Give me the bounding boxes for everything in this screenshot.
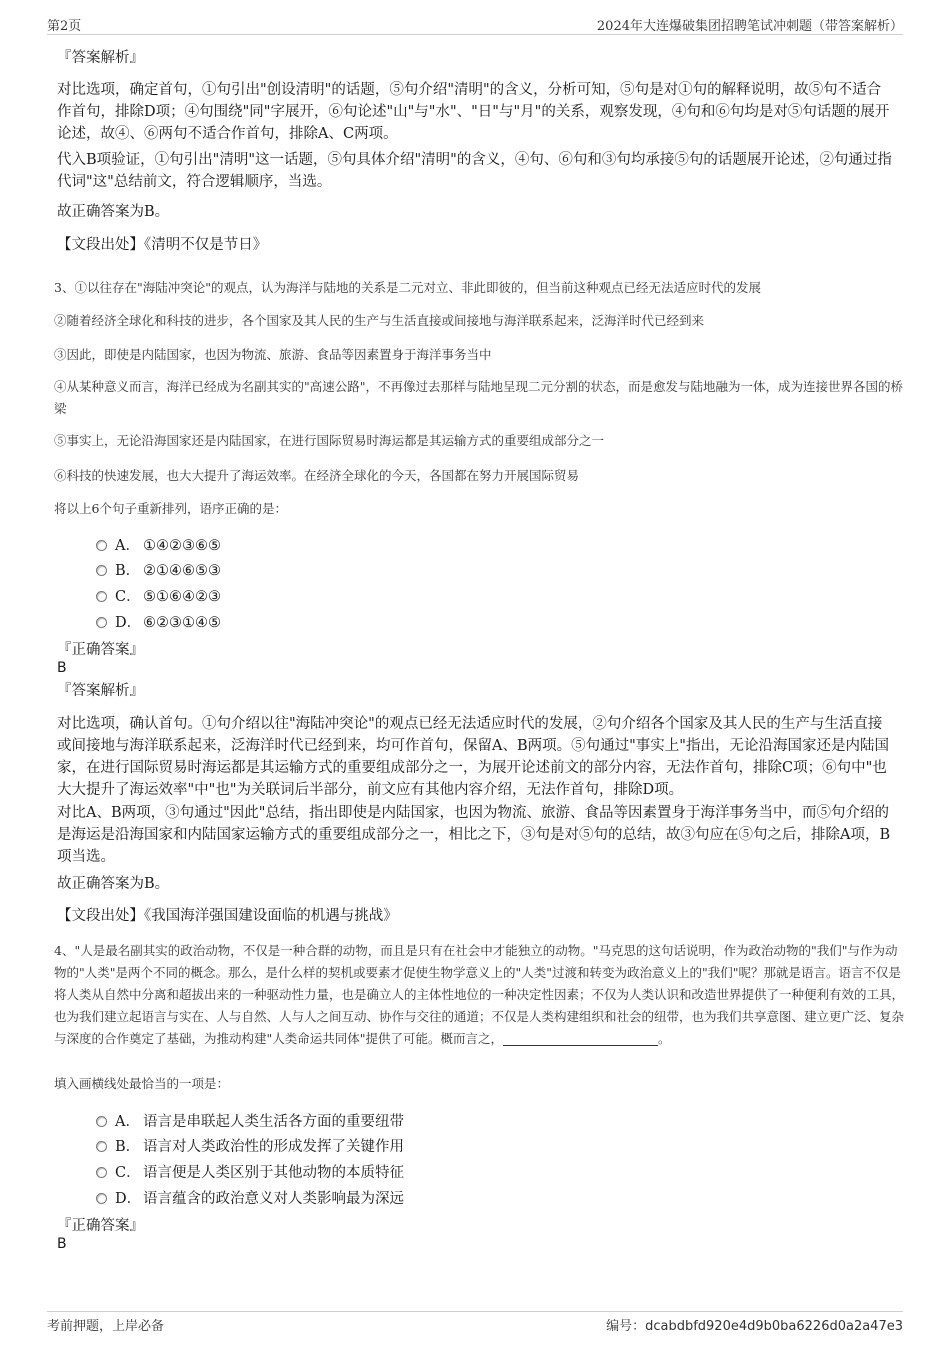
radio-button-icon[interactable] xyxy=(96,1116,107,1127)
radio-button-icon[interactable] xyxy=(96,1193,107,1204)
q3-conclusion: 故正确答案为B。 xyxy=(57,876,170,892)
q3-sentence-1: 3、①以往存在"海陆冲突论"的观点，认为海洋与陆地的关系是二元对立、非此即彼的，但当前这种观点已经无法适应时代的发展 xyxy=(54,280,761,295)
q2-analysis-para2: 代入B项验证，①句引出"清明"这一话题，⑤句具体介绍"清明"的含义，④句、⑥句和③句均承接⑤句的话题展开论述，②句通过指代词"这"总结前文，符合逻辑顺序，当选。 xyxy=(57,152,892,190)
radio-button-icon[interactable] xyxy=(96,591,107,602)
page-number: 第2页 xyxy=(47,19,82,34)
q3-analysis-para1: 对比选项，确认首句。①句介绍以往"海陆冲突论"的观点已经无法适应时代的发展，②句介绍各个国家及其人民的生产与生活直接或间接地与海洋联系起来，泛海洋时代已经到来，均可作首句，保留A、B两项。⑤句通过"事实上"指出，无论沿海国家还是内陆国家，在进行国际贸易时海运都是其运输方式的重要组成部分之一，为展开论述前文的部分内容，无法作首句，排除C项；⑥句中"也大大提升了海运效率"中"也"为关联词后半部分，前文应有其他内容介绍，无法作首句，排除D项。 xyxy=(57,716,889,798)
q3-option-c[interactable]: C． ⑤①⑥④②③ xyxy=(96,587,221,607)
q4-option-d[interactable]: D． 语言蕴含的政治意义对人类影响最为深远 xyxy=(96,1189,404,1209)
q4-answer-label: 『正确答案』 xyxy=(57,1218,144,1234)
q3-sentence-5: ⑤事实上，无论沿海国家还是内陆国家，在进行国际贸易时海运都是其运输方式的重要组成部分之一 xyxy=(54,433,605,448)
q3-answer-label: 『正确答案』 xyxy=(57,642,144,658)
q4-answer: B xyxy=(57,1236,67,1252)
q3-sentence-3: ③因此，即使是内陆国家，也因为物流、旅游、食品等因素置身于海洋事务当中 xyxy=(54,347,492,362)
q4-option-a[interactable]: A． 语言是串联起人类生活各方面的重要纽带 xyxy=(96,1112,404,1132)
footer-slogan: 考前押题，上岸必备 xyxy=(47,1319,165,1334)
document-code: 编号：dcabdbfd920e4d9b0ba6226d0a2a47e3 xyxy=(606,1319,903,1334)
answer-blank xyxy=(503,1031,658,1046)
q3-analysis-label: 『答案解析』 xyxy=(57,683,144,699)
q2-analysis-label: 『答案解析』 xyxy=(57,50,144,66)
q2-analysis-para1: 对比选项，确定首句，①句引出"创设清明"的话题，⑤句介绍"清明"的含义，分析可知，⑤句是对①句的解释说明，故⑤句不适合作首句，排除D项；④句围绕"同"字展开，⑥句论述"山"与"水"、"日"与"月"的关系，观察发现，④句和⑥句均是对⑤句话题的展开论述，故④、⑥两句不适合作首句，排除A、C两项。 xyxy=(57,82,890,142)
q3-sentence-6: ⑥科技的快速发展，也大大提升了海运效率。在经济全球化的今天，各国都在努力开展国际贸易 xyxy=(54,468,580,483)
q3-answer: B xyxy=(57,660,67,676)
q3-option-a[interactable]: A． ①④②③⑥⑤ xyxy=(96,536,221,556)
q2-source: 【文段出处】《清明不仅是节日》 xyxy=(57,237,268,253)
q3-option-b[interactable]: B． ②①④⑥⑤③ xyxy=(96,561,221,581)
q3-analysis-para2: 对比A、B两项，③句通过"因此"总结，指出即使是内陆国家，也因为物流、旅游、食品等因素置身于海洋事务当中，而⑤句介绍的是海运是沿海国家和内陆国家运输方式的重要组成部分之一，相比之下，③句是对⑤句的总结，故③句应在⑤句之后，排除A项，B项当选。 xyxy=(57,805,891,865)
radio-button-icon[interactable] xyxy=(96,565,107,576)
radio-button-icon[interactable] xyxy=(96,1167,107,1178)
q2-conclusion: 故正确答案为B。 xyxy=(57,204,170,220)
q4-stem: 4、"人是最名副其实的政治动物，不仅是一种合群的动物，而且是只有在社会中才能独立的动物。"马克思的这句话说明，作为政治动物的"我们"与作为动物的"人类"是两个不同的概念。那么，是什么样的契机或要素才促使生物学意义上的"人类"过渡和转变为政治意义上的"我们"呢？那就是语言。语言不仅是将人类从自然中分离和超拔出来的一种驱动性力量，也是确立人的主体性地位的一种决定性因素；不仅为人类认识和改造世界提供了一种便利有效的工具，也为我们建立起语言与实在、人与自然、人与人之间互动、协作与交往的通道；不仅是人类构建组织和社会的纽带，也为我们共享意图、建立更广泛、复杂与深度的合作奠定了基础，为推动构建"人类命运共同体"提供了可能。概而言之， 。 xyxy=(54,943,905,1046)
q3-source: 【文段出处】《我国海洋强国建设面临的机遇与挑战》 xyxy=(57,908,398,924)
page-footer xyxy=(47,1311,903,1338)
document-title: 2024年大连爆破集团招聘笔试冲刺题（带答案解析） xyxy=(596,19,903,34)
q3-prompt: 将以上6个句子重新排列，语序正确的是： xyxy=(54,501,287,516)
page-header xyxy=(47,12,903,35)
q4-option-b[interactable]: B． 语言对人类政治性的形成发挥了关键作用 xyxy=(96,1137,404,1157)
q4-option-c[interactable]: C． 语言便是人类区别于其他动物的本质特征 xyxy=(96,1163,404,1183)
radio-button-icon[interactable] xyxy=(96,617,107,628)
q4-prompt: 填入画横线处最恰当的一项是： xyxy=(54,1076,230,1091)
radio-button-icon[interactable] xyxy=(96,540,107,551)
q3-option-d[interactable]: D． ⑥②③①④⑤ xyxy=(96,613,221,633)
q3-sentence-2: ②随着经济全球化和科技的进步，各个国家及其人民的生产与生活直接或间接地与海洋联系起来，泛海洋时代已经到来 xyxy=(54,313,705,328)
radio-button-icon[interactable] xyxy=(96,1141,107,1152)
q3-sentence-4: ④从某种意义而言，海洋已经成为名副其实的"高速公路"，不再像过去那样与陆地呈现二元分割的状态，而是愈发与陆地融为一体，成为连接世界各国的桥梁 xyxy=(54,379,904,416)
